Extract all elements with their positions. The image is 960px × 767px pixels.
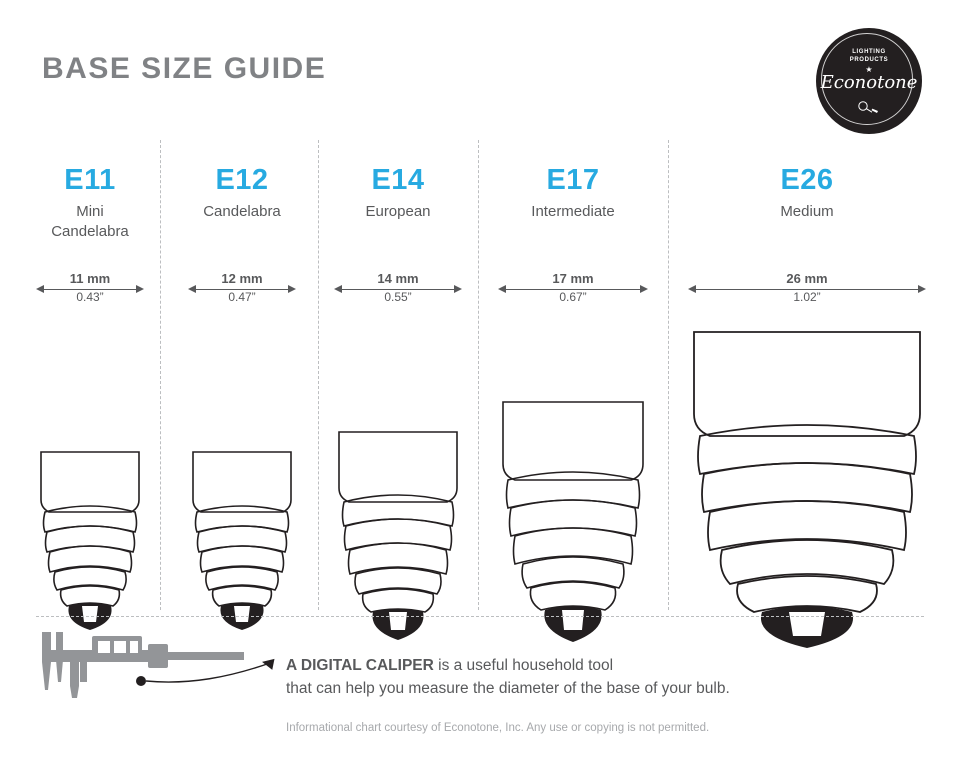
footer-text — [286, 654, 906, 700]
arrow-head-right-icon — [918, 285, 926, 293]
bulb-base-e11 — [20, 320, 160, 650]
footer-note: Informational chart courtesy of Econotone, Inc. Any use or copying is not permitted. — [286, 722, 710, 734]
dimension-in-e17: 0.67” — [559, 290, 587, 304]
arrow-line — [42, 289, 138, 290]
base-name-line1: Medium — [780, 203, 834, 220]
base-code-e11: E11 — [64, 164, 116, 196]
bulb-base-e26 — [680, 320, 934, 650]
footer-line2: that can help you measure the diameter of the base of your bulb. — [286, 680, 730, 697]
arrow-line — [504, 289, 642, 290]
bulb-base-svg-e11 — [35, 450, 145, 650]
column-divider-1 — [160, 140, 161, 610]
logo-brand-name: Econotone — [820, 72, 918, 93]
arrow-line — [194, 289, 290, 290]
dimension-mm-e17: 17 mm — [552, 271, 594, 286]
bulb-base-svg-e26 — [688, 330, 926, 650]
dimension-arrow-e17 — [498, 284, 648, 296]
logo-top-line2: PRODUCTS — [849, 57, 889, 63]
base-name-line1: Candelabra — [203, 203, 281, 220]
base-name-line2: Candelabra — [51, 223, 129, 240]
base-column-e12 — [172, 140, 312, 610]
footer-text-strong: A DIGITAL CALIPER — [286, 657, 434, 674]
dimension-arrow-e11 — [36, 284, 144, 296]
page-title: BASE SIZE GUIDE — [42, 52, 327, 85]
base-name-line1: European — [365, 203, 431, 220]
base-name-line1: Intermediate — [531, 203, 615, 220]
dimension-arrow-e14 — [334, 284, 462, 296]
dimension-in-e14: 0.55” — [384, 290, 412, 304]
base-column-e26 — [680, 140, 934, 610]
base-code-e17: E17 — [546, 164, 600, 196]
base-name-e17 — [490, 202, 656, 222]
star-icon: ★ — [865, 65, 873, 74]
pointer-arrow-svg — [130, 655, 290, 703]
bulb-icon-svg — [856, 100, 882, 114]
logo-top-text — [816, 48, 922, 64]
bulb-base-svg-e17 — [497, 400, 649, 650]
base-code-e12: E12 — [215, 164, 269, 196]
footer-line1 — [286, 654, 906, 677]
econotone-logo — [816, 28, 922, 134]
arrow-head-right-icon — [640, 285, 648, 293]
base-column-e14 — [326, 140, 470, 610]
dimension-arrow-e26 — [688, 284, 926, 296]
dimension-mm-e14: 14 mm — [377, 271, 419, 286]
base-name-e12 — [172, 202, 312, 222]
dimension-mm-e12: 12 mm — [221, 271, 263, 286]
bulb-base-e12 — [172, 320, 312, 650]
base-column-e11 — [20, 140, 160, 610]
arrow-head-right-icon — [454, 285, 462, 293]
bulb-base-e14 — [326, 320, 470, 650]
base-name-e14 — [326, 202, 470, 222]
arrow-line — [694, 289, 920, 290]
dimension-arrow-e12 — [188, 284, 296, 296]
dimension-in-e12: 0.47” — [228, 290, 256, 304]
base-code-e26: E26 — [780, 164, 834, 196]
dimension-mm-e11: 11 mm — [69, 271, 111, 286]
base-name-line1: Mini — [76, 203, 104, 220]
base-code-e14: E14 — [371, 164, 425, 196]
footer-text-rest: is a useful household tool — [433, 657, 614, 674]
arrow-head-right-icon — [136, 285, 144, 293]
base-column-e17 — [490, 140, 656, 610]
column-divider-4 — [668, 140, 669, 610]
base-size-columns — [0, 140, 960, 610]
column-divider-3 — [478, 140, 479, 610]
dimension-in-e26: 1.02” — [793, 290, 821, 304]
base-name-e11 — [20, 202, 160, 242]
dimension-in-e11: 0.43” — [76, 290, 104, 304]
pointer-arrow-icon — [130, 655, 290, 703]
footer-divider — [36, 616, 924, 617]
base-name-e26 — [680, 202, 934, 222]
column-divider-2 — [318, 140, 319, 610]
bulb-base-e17 — [490, 320, 656, 650]
dimension-mm-e26: 26 mm — [786, 271, 828, 286]
bulb-base-svg-e14 — [333, 430, 463, 650]
logo-top-line1: LIGHTING — [852, 49, 886, 55]
arrow-head-right-icon — [288, 285, 296, 293]
arrow-line — [340, 289, 456, 290]
bulb-icon — [816, 100, 922, 116]
bulb-base-svg-e12 — [187, 450, 297, 650]
